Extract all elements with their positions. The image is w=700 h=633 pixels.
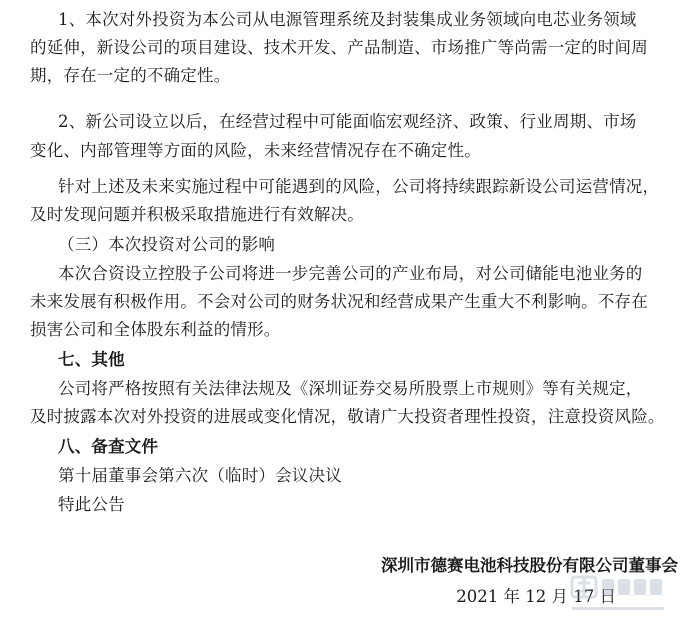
section-heading-reference-documents: 八、备查文件 xyxy=(58,437,159,456)
paragraph-countermeasure-line-2: 及时发现问题并积极采取措施进行有效解决。 xyxy=(30,205,364,224)
paragraph-risk-1-line-2: 的延伸，新设公司的项目建设、技术开发、产品制造、市场推广等尚需一定的时间周 xyxy=(30,38,648,57)
paragraph-impact-line-2: 未来发展有积极作用。不会对公司的财务状况和经营成果产生重大不利影响。不存在 xyxy=(30,292,648,311)
paragraph-risk-1-line-1: 1、本次对外投资为本公司从电源管理系统及封装集成业务领域向电芯业务领域 xyxy=(58,10,637,29)
paragraph-other-line-2: 及时披露本次对外投资的进展或变化情况，敬请广大投资者理性投资，注意投资风险。 xyxy=(30,407,665,426)
closing-statement: 特此公告 xyxy=(58,495,125,514)
announcement-date: 2021 年 12 月 17 日 xyxy=(456,587,616,606)
section-heading-other: 七、其他 xyxy=(58,350,125,369)
paragraph-impact-line-3: 损害公司和全体股东利益的情形。 xyxy=(30,320,281,339)
section-heading-impact: （三）本次投资对公司的影响 xyxy=(58,235,276,254)
reference-document-item: 第十届董事会第六次（临时）会议决议 xyxy=(58,466,342,485)
watermark-logo xyxy=(568,571,692,627)
paragraph-risk-1-line-3: 期，存在一定的不确定性。 xyxy=(30,66,231,85)
paragraph-risk-2-line-1: 2、新公司设立以后，在经营过程中可能面临宏观经济、政策、行业周期、市场 xyxy=(58,112,637,131)
paragraph-countermeasure-line-1: 针对上述及未来实施过程中可能遇到的风险，公司将持续跟踪新设公司运营情况， xyxy=(58,177,660,196)
paragraph-impact-line-1: 本次合资设立控股子公司将进一步完善公司的产业布局，对公司储能电池业务的 xyxy=(58,264,643,283)
paragraph-other-line-1: 公司将严格按照有关法律法规及《深圳证券交易所股票上市规则》等有关规定， xyxy=(58,379,643,398)
paragraph-risk-2-line-2: 变化、内部管理等方面的风险，未来经营情况存在不确定性。 xyxy=(30,141,481,160)
company-signature: 深圳市德赛电池科技股份有限公司董事会 xyxy=(381,556,678,575)
